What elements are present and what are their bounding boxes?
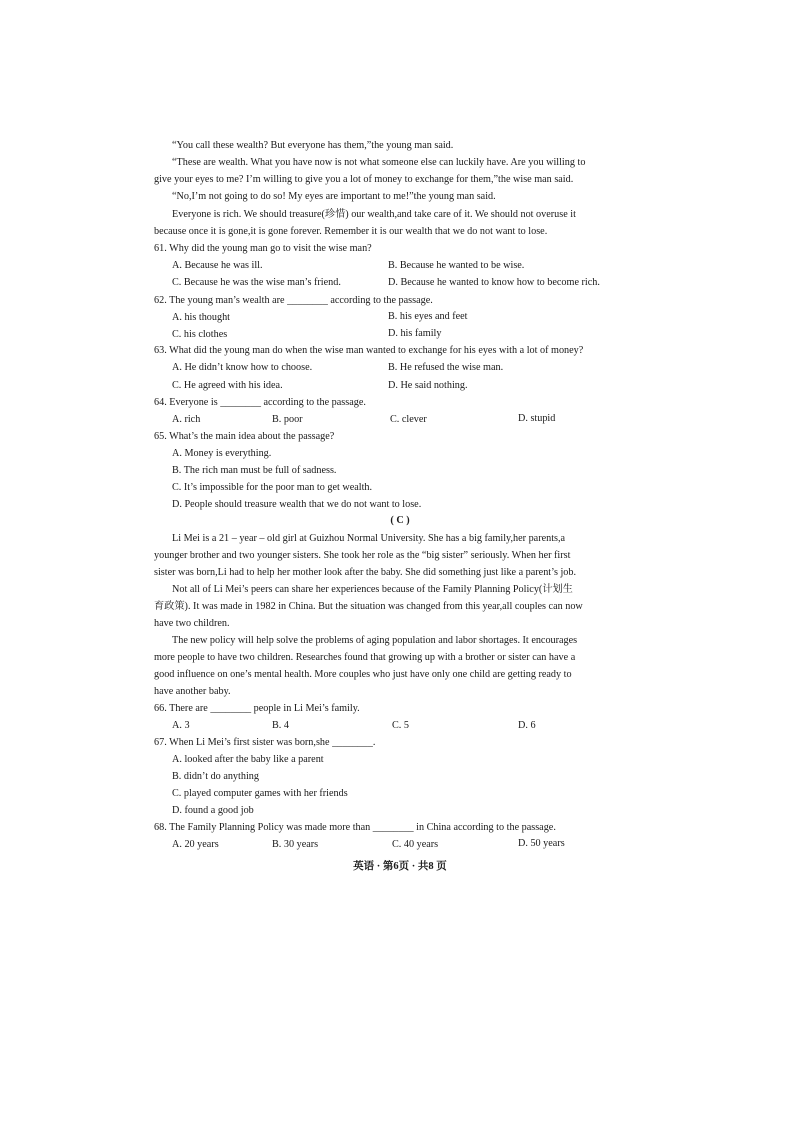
passage-paragraph: Li Mei is a 21 – year – old girl at Guizhou Normal University. She has a big family,her parents,a [172,533,566,544]
option-d: D. stupid [518,413,556,424]
passage-paragraph: sister was born,Li had to help her mother look after the baby. She did something just like a parent’s job. [154,567,577,578]
option-a: A. 20 years [172,839,219,850]
question-stem: 68. The Family Planning Policy was made more than ________ in China according to the passage. [154,822,556,833]
passage-paragraph: “These are wealth. What you have now is not what someone else can luckily have. Are you willing to [172,157,586,168]
option-c: C. his clothes [172,329,228,340]
question-stem: 64. Everyone is ________ according to the passage. [154,397,366,408]
question-stem: 65. What’s the main idea about the passage? [154,431,335,442]
option-d: D. He said nothing. [388,380,468,391]
option-c: C. It’s impossible for the poor man to get wealth. [172,482,373,493]
option-b: B. his eyes and feet [388,311,468,322]
option-b: B. 4 [272,720,289,731]
option-c: C. played computer games with her friends [172,788,348,799]
option-b: B. didn’t do anything [172,771,259,782]
option-b: B. He refused the wise man. [388,362,504,373]
option-d: D. 6 [518,720,536,731]
option-c: C. He agreed with his idea. [172,380,283,391]
page-footer: 英语 · 第6页 · 共8 页 [353,861,447,872]
passage-paragraph: Not all of Li Mei’s peers can share her experiences because of the Family Planning Policy(计划生 [172,584,573,595]
passage-paragraph: good influence on one’s mental health. More couples who just have only one child are getting ready to [154,669,572,680]
option-c: C. Because he was the wise man’s friend. [172,277,341,288]
option-a: A. He didn’t know how to choose. [172,362,313,373]
option-b: B. Because he wanted to be wise. [388,260,525,271]
passage-paragraph: younger brother and two younger sisters. She took her role as the “big sister” seriously. When her first [154,550,571,561]
option-a: A. his thought [172,312,231,323]
option-b: B. The rich man must be full of sadness. [172,465,337,476]
passage-paragraph: have another baby. [154,686,231,697]
option-c: C. 40 years [392,839,439,850]
question-stem: 67. When Li Mei’s first sister was born,she ________. [154,737,376,748]
passage-paragraph: 育政策). It was made in 1982 in China. But the situation was changed from this year,all couples can now [154,601,583,612]
passage-paragraph: have two children. [154,618,230,629]
option-c: C. 5 [392,720,409,731]
question-stem: 63. What did the young man do when the wise man wanted to exchange for his eyes with a lot of money? [154,345,584,356]
passage-paragraph: The new policy will help solve the problems of aging population and labor shortages. It encourages [172,635,578,646]
option-a: A. Because he was ill. [172,260,263,271]
option-d: D. 50 years [518,838,565,849]
question-stem: 66. There are ________ people in Li Mei’s family. [154,703,360,714]
option-d: D. People should treasure wealth that we do not want to lose. [172,499,422,510]
question-stem: 61. Why did the young man go to visit the wise man? [154,243,372,254]
passage-paragraph: “You call these wealth? But everyone has them,”the young man said. [172,140,454,151]
option-b: B. 30 years [272,839,319,850]
option-d: D. Because he wanted to know how to become rich. [388,277,600,288]
passage-paragraph: “No,I’m not going to do so! My eyes are important to me!”the young man said. [172,191,496,202]
option-c: C. clever [390,414,427,425]
option-a: A. Money is everything. [172,448,272,459]
passage-paragraph: more people to have two children. Researches found that growing up with a brother or sister can have a [154,652,576,663]
option-d: D. found a good job [172,805,254,816]
option-a: A. 3 [172,720,190,731]
option-b: B. poor [272,414,303,425]
passage-paragraph: Everyone is rich. We should treasure(珍惜) our wealth,and take care of it. We should not overuse it [172,209,576,220]
section-title: ( C ) [390,515,410,526]
passage-paragraph: because once it is gone,it is gone forever. Remember it is our wealth that we do not want to lose. [154,226,548,237]
passage-paragraph: give your eyes to me? I’m willing to give you a lot of money to exchange for them,”the wise man said. [154,174,574,185]
option-a: A. rich [172,414,201,425]
question-stem: 62. The young man’s wealth are ________ according to the passage. [154,295,433,306]
option-d: D. his family [388,328,442,339]
option-a: A. looked after the baby like a parent [172,754,324,765]
